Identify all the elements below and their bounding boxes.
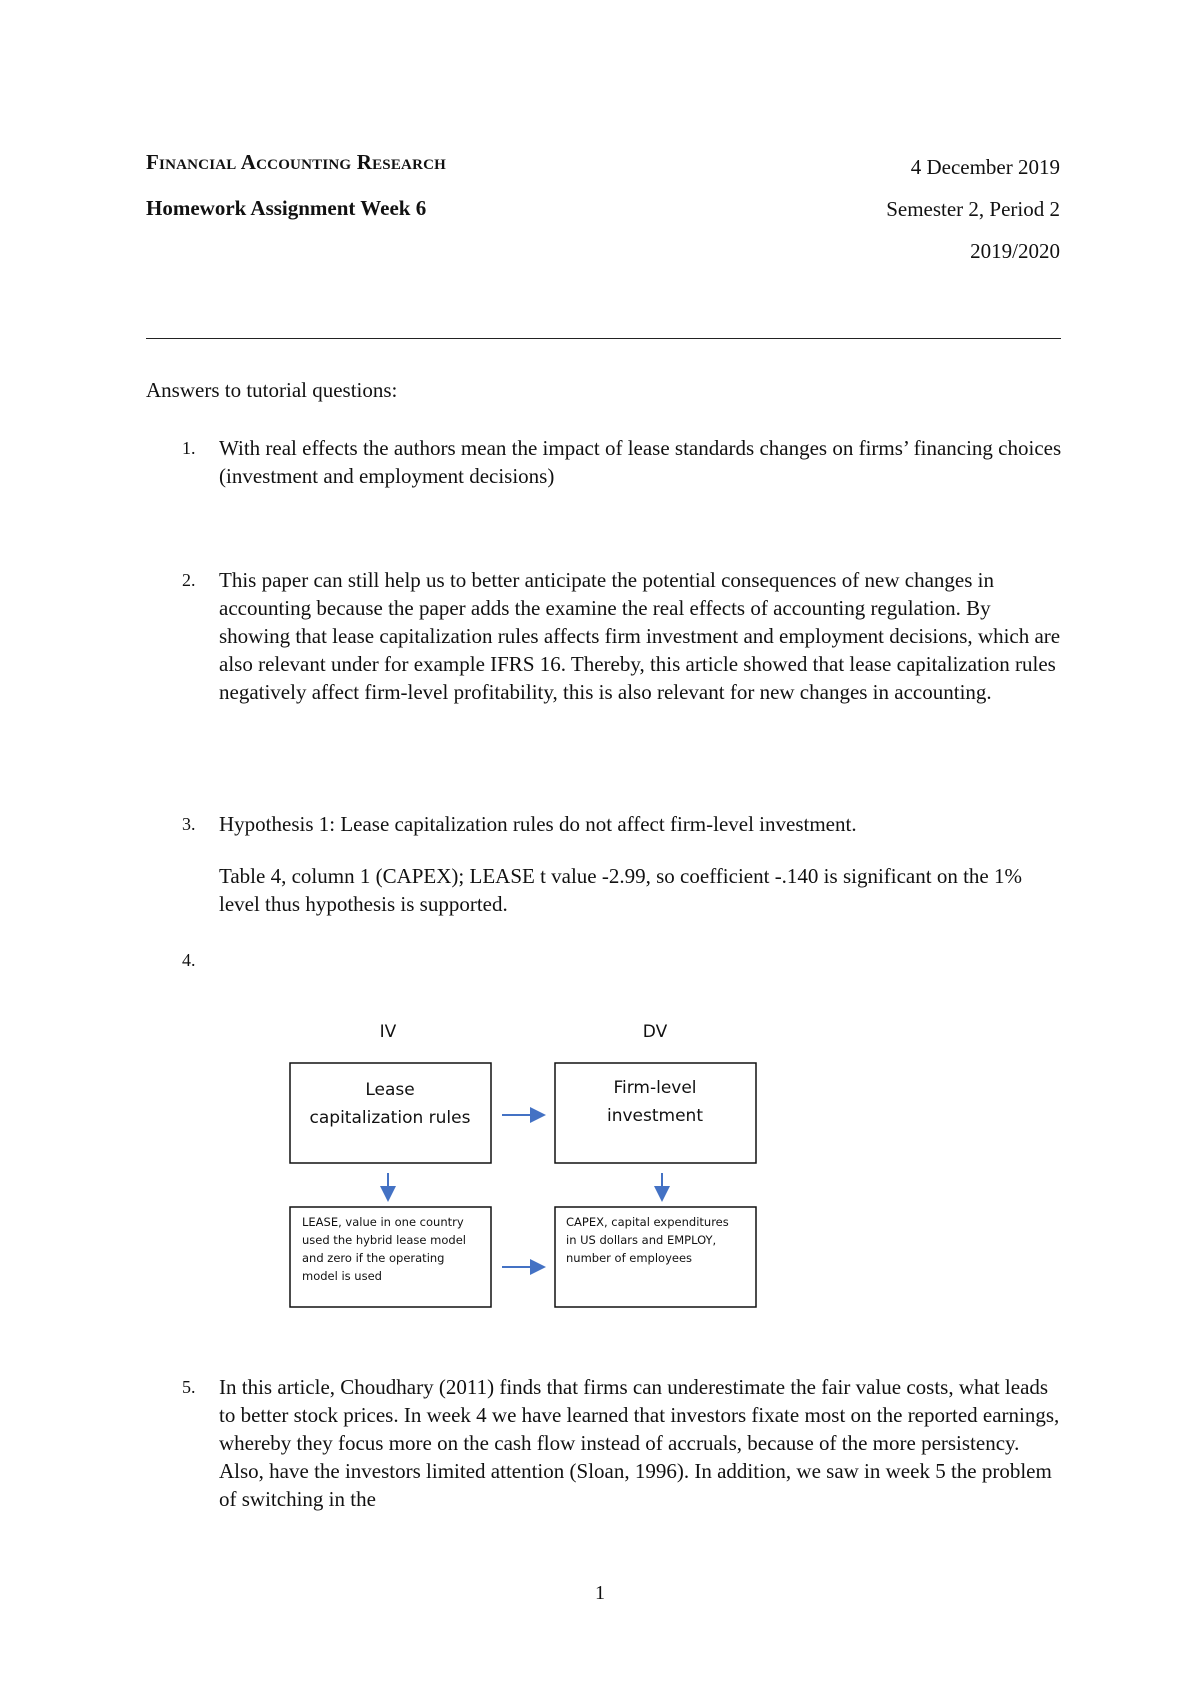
academic-year: 2019/2020: [970, 239, 1060, 263]
question-number: 5.: [182, 1377, 196, 1397]
dv-box-line1: Firm-level: [613, 1078, 697, 1098]
question-3: [146, 810, 1066, 918]
intro-text: Answers to tutorial questions:: [146, 378, 398, 402]
iv-box-line2: capitalization rules: [309, 1108, 471, 1128]
iv-label: IV: [379, 1022, 397, 1042]
question-number: 2.: [182, 570, 196, 590]
dv-label: DV: [642, 1022, 668, 1042]
hypothesis-text: Hypothesis 1: Lease capitalization rules do not affect firm-level investment.: [219, 812, 857, 836]
diagram-svg: [280, 1015, 780, 1315]
answer-paragraph: This paper can still help us to better anticipate the potential consequences of new changes in accounting because the paper adds the examine the real effects of accounting regulation. By showing that lease capitalization rules affects firm investment and employment decisions, which are also relevant under for example IFRS 16. Thereby, this article showed that lease capitalization rules negatively affect firm-level profitability, this is also relevant for new changes in accounting.: [219, 568, 1061, 704]
header-meta: [886, 146, 1060, 272]
iv-dv-diagram: [280, 1015, 780, 1315]
iv-measure-line: used the hybrid lease model: [302, 1233, 466, 1247]
question-number: 1.: [182, 438, 196, 458]
date: 4 December 2019: [910, 155, 1060, 179]
dv-box-line2: investment: [607, 1106, 703, 1126]
answer-paragraph: With real effects the authors mean the impact of lease standards changes on firms’ financing choices (investment and employment decisions): [219, 436, 1062, 488]
question-number: 3.: [182, 814, 196, 834]
assignment-title: Homework Assignment Week 6: [146, 196, 427, 220]
iv-measure-line: model is used: [302, 1269, 382, 1283]
dv-measure-line: CAPEX, capital expenditures: [566, 1215, 729, 1229]
course-title: Financial Accounting Research: [146, 150, 446, 174]
iv-measure-line: and zero if the operating: [302, 1251, 445, 1265]
answer-paragraph: Table 4, column 1 (CAPEX); LEASE t value -2.99, so coefficient -.140 is significant on the 1% level thus hypothesis is supported.: [219, 864, 1022, 916]
question-1: [146, 434, 1066, 490]
iv-measure-line: LEASE, value in one country: [302, 1215, 464, 1229]
question-5: [146, 1373, 1066, 1513]
question-number: 4.: [182, 950, 196, 970]
semester: Semester 2, Period 2: [886, 197, 1060, 221]
answer-paragraph: In this article, Choudhary (2011) finds that firms can underestimate the fair value costs, what leads to better stock prices. In week 4 we have learned that investors fixate most on the reported earnings, whereby they focus more on the cash flow instead of accruals, because of the more persistency. Also, have the investors limited attention (Sloan, 1996). In addition, we saw in week 5 the problem of switching in the: [219, 1375, 1060, 1511]
page-number: 1: [595, 1582, 605, 1604]
iv-box-line1: Lease: [365, 1080, 415, 1100]
question-2: [146, 566, 1066, 706]
dv-measure-line: in US dollars and EMPLOY,: [566, 1233, 717, 1247]
dv-measure-line: number of employees: [566, 1251, 693, 1265]
header-divider: [146, 338, 1061, 339]
